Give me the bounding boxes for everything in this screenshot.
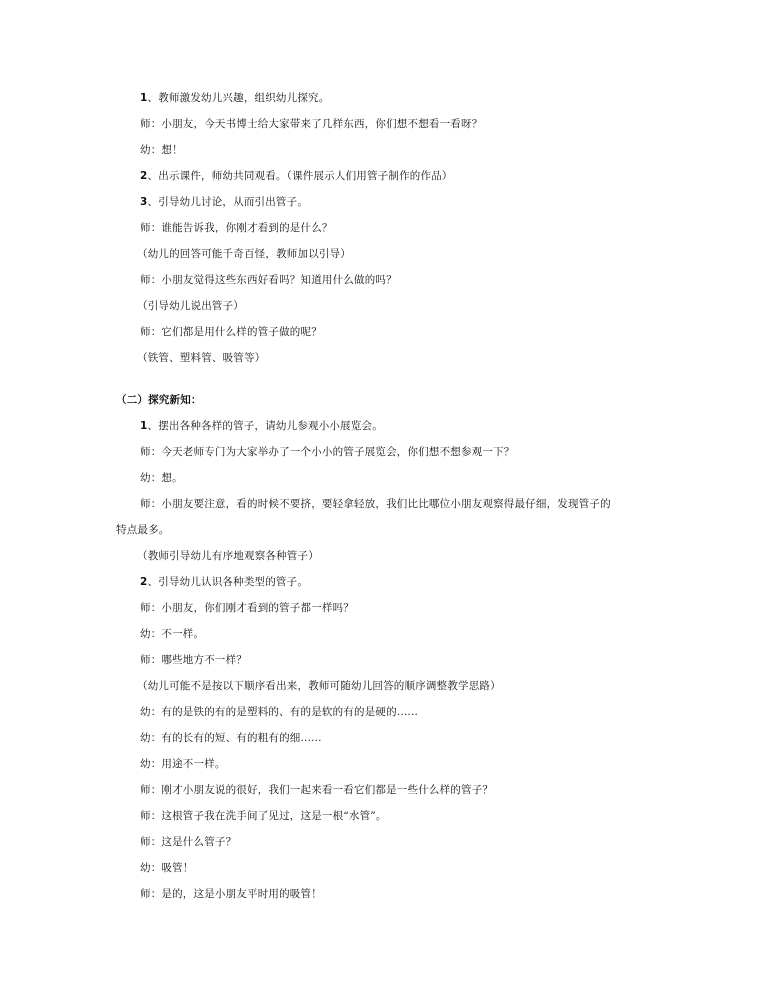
paragraph-step-2: [140, 575, 308, 589]
paragraph: [140, 653, 247, 667]
paragraph-text: 幼：有的长有的短、有的粗有的细......: [140, 732, 322, 744]
paragraph-text: 幼：用途不一样。: [140, 758, 226, 770]
paragraph: [140, 835, 236, 849]
paragraph: [137, 299, 244, 313]
paragraph-text: 师：哪些地方不一样？: [140, 654, 247, 666]
paragraph-text: 师：今天老师专门为大家举办了一个小小的管子展览会，你们想不想参观一下？: [140, 446, 515, 458]
paragraph-text: 、引导幼儿认识各种类型的管子。: [147, 576, 309, 588]
paragraph-text: 特点最多。: [116, 524, 170, 536]
paragraph: [140, 783, 493, 797]
paragraph: [140, 117, 482, 131]
paragraph: [140, 221, 333, 235]
paragraph-text: 师：这根管子我在洗手间了见过，这是一根“水管”。: [140, 810, 387, 822]
paragraph: [140, 861, 194, 875]
paragraph: [137, 351, 265, 365]
paragraph-step-2: [140, 169, 453, 183]
paragraph-text: 师：小朋友觉得这些东西好看吗？知道用什么做的吗？: [140, 274, 397, 286]
paragraph: [140, 705, 418, 719]
paragraph-step-3: [140, 195, 308, 209]
paragraph: [140, 325, 322, 339]
paragraph: [140, 627, 204, 641]
paragraph-text: （幼儿的回答可能千奇百怪，教师加以引导）: [137, 248, 351, 260]
step-number: 1: [140, 92, 148, 104]
paragraph-text: 幼：想。: [140, 472, 183, 484]
paragraph-text: （引导幼儿说出管子）: [137, 300, 244, 312]
paragraph: [140, 471, 183, 485]
paragraph-text: 幼：吸管！: [140, 862, 194, 874]
paragraph-text: 师：是的，这是小朋友平时用的吸管！: [140, 888, 322, 900]
paragraph-text: （幼儿可能不是按以下顺序看出来，教师可随幼儿回答的顺序调整教学思路）: [137, 680, 501, 692]
paragraph-text: 师：它们都是用什么样的管子做的呢？: [140, 326, 322, 338]
paragraph-text: 、摆出各种各样的管子，请幼儿参观小小展览会。: [147, 420, 383, 432]
paragraph: [140, 445, 515, 459]
section-heading-text: （二）探究新知：: [116, 394, 202, 406]
step-number: 2: [140, 170, 148, 182]
paragraph-text: 幼：想！: [140, 144, 183, 156]
paragraph: [140, 757, 226, 771]
paragraph: [137, 679, 501, 693]
paragraph-text: （教师引导幼儿有序地观察各种管子）: [137, 550, 319, 562]
paragraph-text: （铁管、塑料管、吸管等）: [137, 352, 266, 364]
paragraph-text: 、出示课件，师幼共同观看。（课件展示人们用管子制作的作品）: [147, 170, 453, 182]
paragraph-step-1: [140, 419, 383, 433]
paragraph-text: 师：刚才小朋友说的很好，我们一起来看一看它们都是一些什么样的管子？: [140, 784, 494, 796]
paragraph-text: 师：这是什么管子？: [140, 836, 237, 848]
paragraph: [140, 497, 611, 511]
paragraph-text: 幼：不一样。: [140, 628, 205, 640]
paragraph-text: 、引导幼儿讨论，从而引出管子。: [147, 196, 309, 208]
paragraph: [137, 549, 319, 563]
step-number: 1: [140, 420, 148, 432]
step-number: 2: [140, 576, 148, 588]
section-heading: [116, 393, 202, 407]
paragraph-text: 幼：有的是铁的有的是塑料的、有的是软的有的是硬的......: [140, 706, 419, 718]
step-number: 3: [140, 196, 148, 208]
paragraph-text: 、教师激发幼儿兴趣，组织幼儿探究。: [147, 92, 330, 104]
paragraph: [140, 731, 322, 745]
paragraph-text: 师：小朋友要注意，看的时候不要挤，要轻拿轻放，我们比比哪位小朋友观察得最仔细，发现管子的: [140, 498, 611, 510]
paragraph: [137, 247, 351, 261]
paragraph: [140, 809, 387, 823]
paragraph-text: 师：小朋友，你们刚才看到的管子都一样吗？: [140, 602, 354, 614]
paragraph: [140, 143, 183, 157]
paragraph: [140, 601, 354, 615]
paragraph-continuation: [116, 523, 170, 537]
paragraph-step-1: [140, 91, 329, 105]
paragraph-text: 师：谁能告诉我，你刚才看到的是什么？: [140, 222, 333, 234]
paragraph-text: 师：小朋友，今天书博士给大家带来了几样东西，你们想不想看一看呀？: [140, 118, 483, 130]
paragraph: [140, 273, 397, 287]
paragraph: [140, 887, 322, 901]
